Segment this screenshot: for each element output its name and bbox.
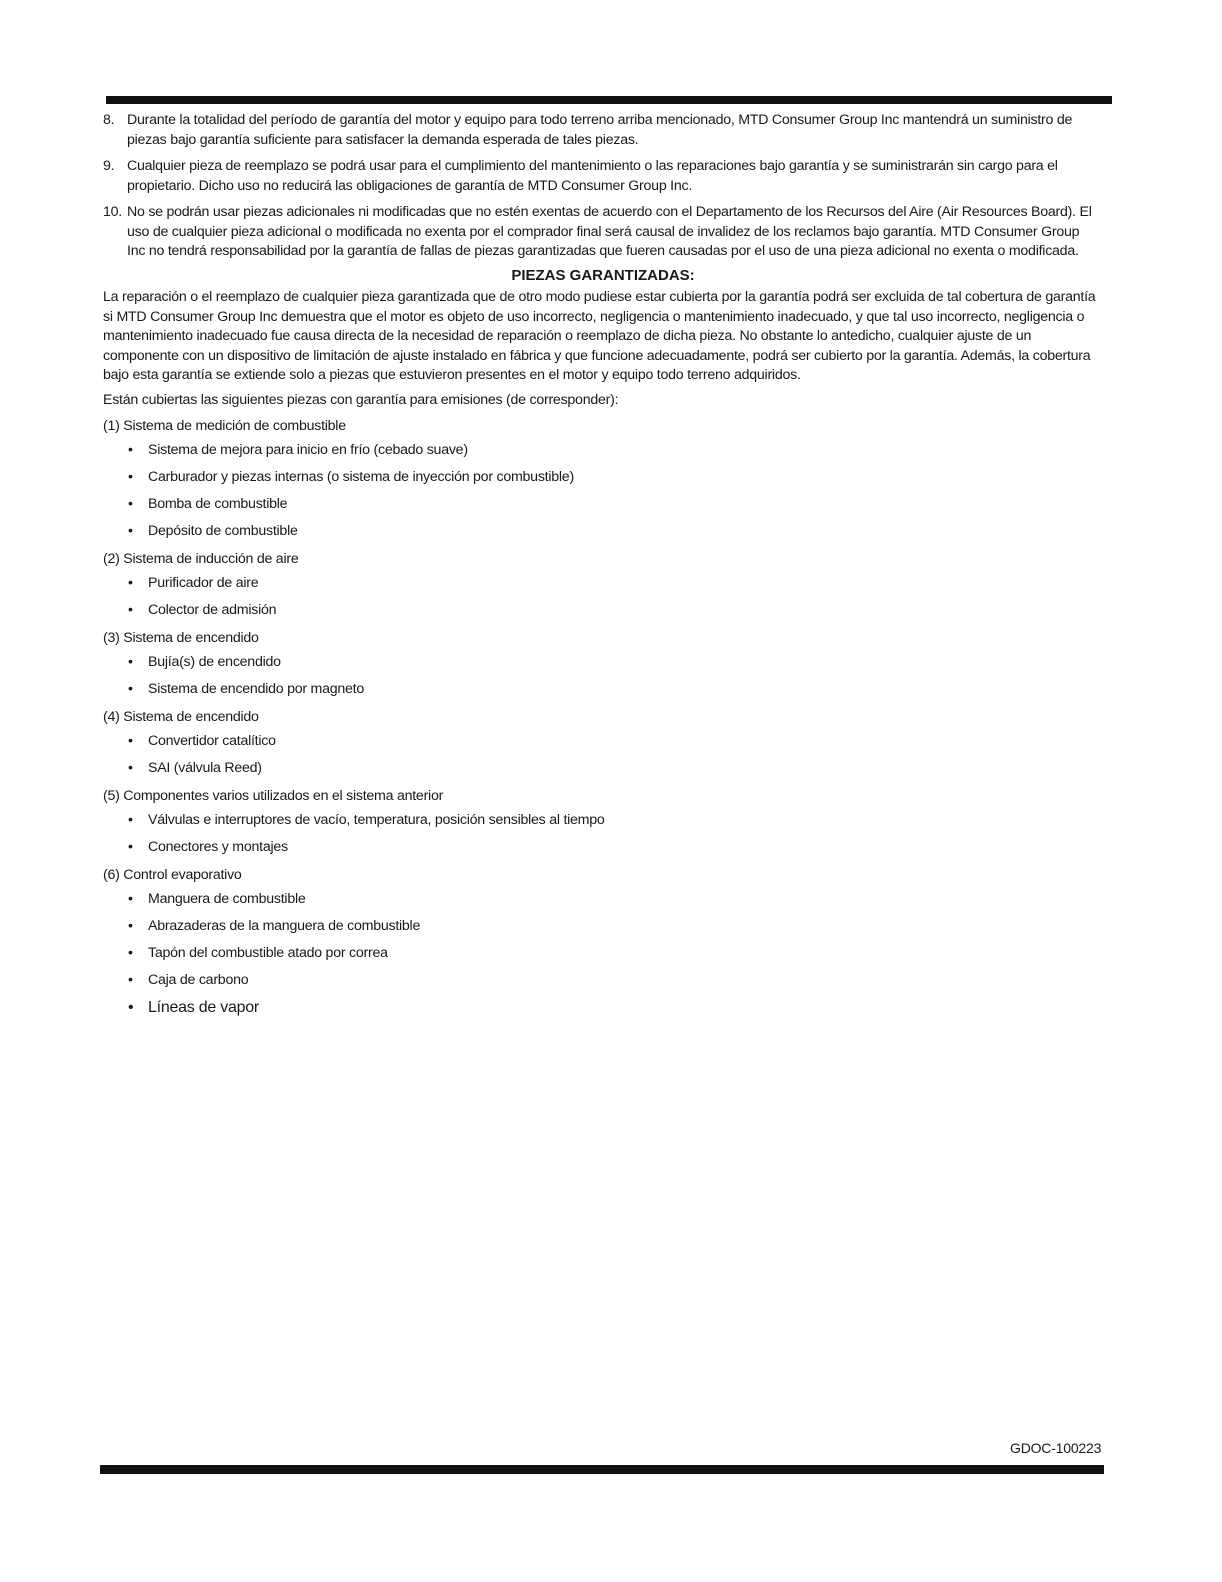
- item-text: No se podrán usar piezas adicionales ni modificadas que no estén exentas de acuerdo con el Departamento de los Recursos del Aire (Air Resources Board). El uso de cualquier pieza adicional o modificada no exenta por el comprador final será causal de invalidez de los reclamos bajo garantía. MTD Consumer Group Inc no tendrá responsabilidad por la garantía de fallas de piezas garantizadas que fueren causadas por el uso de una pieza adicional no exenta o modificada.: [127, 204, 1092, 259]
- group-title: (5) Componentes varios utilizados en el sistema anterior: [103, 788, 444, 804]
- bottom-rule: [100, 1465, 1104, 1474]
- item-number: 9.: [103, 158, 115, 174]
- numbered-item-8: [103, 111, 1103, 150]
- list-item: • Válvulas e interruptores de vacío, temperatura, posición sensibles al tiempo: [103, 807, 1103, 834]
- bullet-list: [103, 807, 1103, 861]
- group-title: (4) Sistema de encendido: [103, 709, 259, 725]
- bullet-list: [103, 728, 1103, 782]
- list-item: • Convertidor catalítico: [103, 728, 1103, 755]
- list-item: • Tapón del combustible atado por correa: [103, 940, 1103, 967]
- bullet-list: [103, 437, 1103, 545]
- group-title: (6) Control evaporativo: [103, 867, 242, 883]
- intro-paragraph: La reparación o el reemplazo de cualquier pieza garantizada que de otro modo pudiese estar cubierta por la garantía podrá ser excluida de tal cobertura de garantía si MTD Consumer Group Inc demuestra que el motor es objeto de uso incorrecto, negligencia o mantenimiento inadecuado, y que tal uso incorrecto, negligencia o mantenimiento inadecuado fue causa directa de la necesidad de reparación o reemplazo de dicha pieza. No obstante lo antedicho, cualquier ajuste de un componente con un dispositivo de limitación de ajuste instalado en fábrica y que funcione adecuadamente, podrá ser cubierto por la garantía. Además, la cobertura bajo esta garantía se extiende solo a piezas que estuvieron presentes en el motor y equipo todo terreno adquiridos.: [103, 289, 1096, 383]
- list-item: • Depósito de combustible: [103, 518, 1103, 545]
- group-fuel-metering: [103, 415, 1103, 545]
- section-title: PIEZAS GARANTIZADAS:: [511, 266, 695, 284]
- group-ignition: [103, 627, 1103, 703]
- list-item: • Abrazaderas de la manguera de combustible: [103, 913, 1103, 940]
- list-item: • Colector de admisión: [103, 597, 1103, 624]
- list-item: • Sistema de encendido por magneto: [103, 676, 1103, 703]
- item-number: 10.: [103, 204, 122, 220]
- group-title: (2) Sistema de inducción de aire: [103, 551, 299, 567]
- top-rule: [106, 96, 1112, 104]
- document-code: GDOC-100223: [1010, 1440, 1102, 1456]
- list-item: • Conectores y montajes: [103, 834, 1103, 861]
- numbered-item-9: [103, 157, 1103, 196]
- bullet-list: [103, 570, 1103, 624]
- bullet-list: [103, 886, 1103, 1021]
- group-misc-components: [103, 785, 1103, 861]
- list-item: • Caja de carbono: [103, 967, 1103, 994]
- group-ignition-2: [103, 706, 1103, 782]
- item-number: 8.: [103, 112, 115, 128]
- list-item: • Purificador de aire: [103, 570, 1103, 597]
- group-air-induction: [103, 548, 1103, 624]
- group-title: (1) Sistema de medición de combustible: [103, 418, 346, 434]
- item-text: Cualquier pieza de reemplazo se podrá usar para el cumplimiento del mantenimiento o las reparaciones bajo garantía y se suministrarán sin cargo para el propietario. Dicho uso no reducirá las obligaciones de garantía de MTD Consumer Group Inc.: [127, 158, 1058, 194]
- numbered-item-10: [103, 203, 1103, 262]
- document-body: [103, 111, 1103, 1021]
- group-evaporative-control: [103, 864, 1103, 1021]
- list-item: • Bomba de combustible: [103, 491, 1103, 518]
- group-title: (3) Sistema de encendido: [103, 630, 259, 646]
- item-text: Durante la totalidad del período de garantía del motor y equipo para todo terreno arriba mencionado, MTD Consumer Group Inc mantendrá un suministro de piezas bajo garantía suficiente para satisfacer la demanda esperada de tales piezas.: [127, 112, 1073, 148]
- covered-parts-intro: Están cubiertas las siguientes piezas con garantía para emisiones (de corresponder):: [103, 391, 619, 408]
- list-item: • Manguera de combustible: [103, 886, 1103, 913]
- list-item: • Bujía(s) de encendido: [103, 649, 1103, 676]
- list-item: • Sistema de mejora para inicio en frío (cebado suave): [103, 437, 1103, 464]
- list-item: • SAI (válvula Reed): [103, 755, 1103, 782]
- bullet-list: [103, 649, 1103, 703]
- list-item: • Líneas de vapor: [103, 994, 1103, 1021]
- list-item: • Carburador y piezas internas (o sistema de inyección por combustible): [103, 464, 1103, 491]
